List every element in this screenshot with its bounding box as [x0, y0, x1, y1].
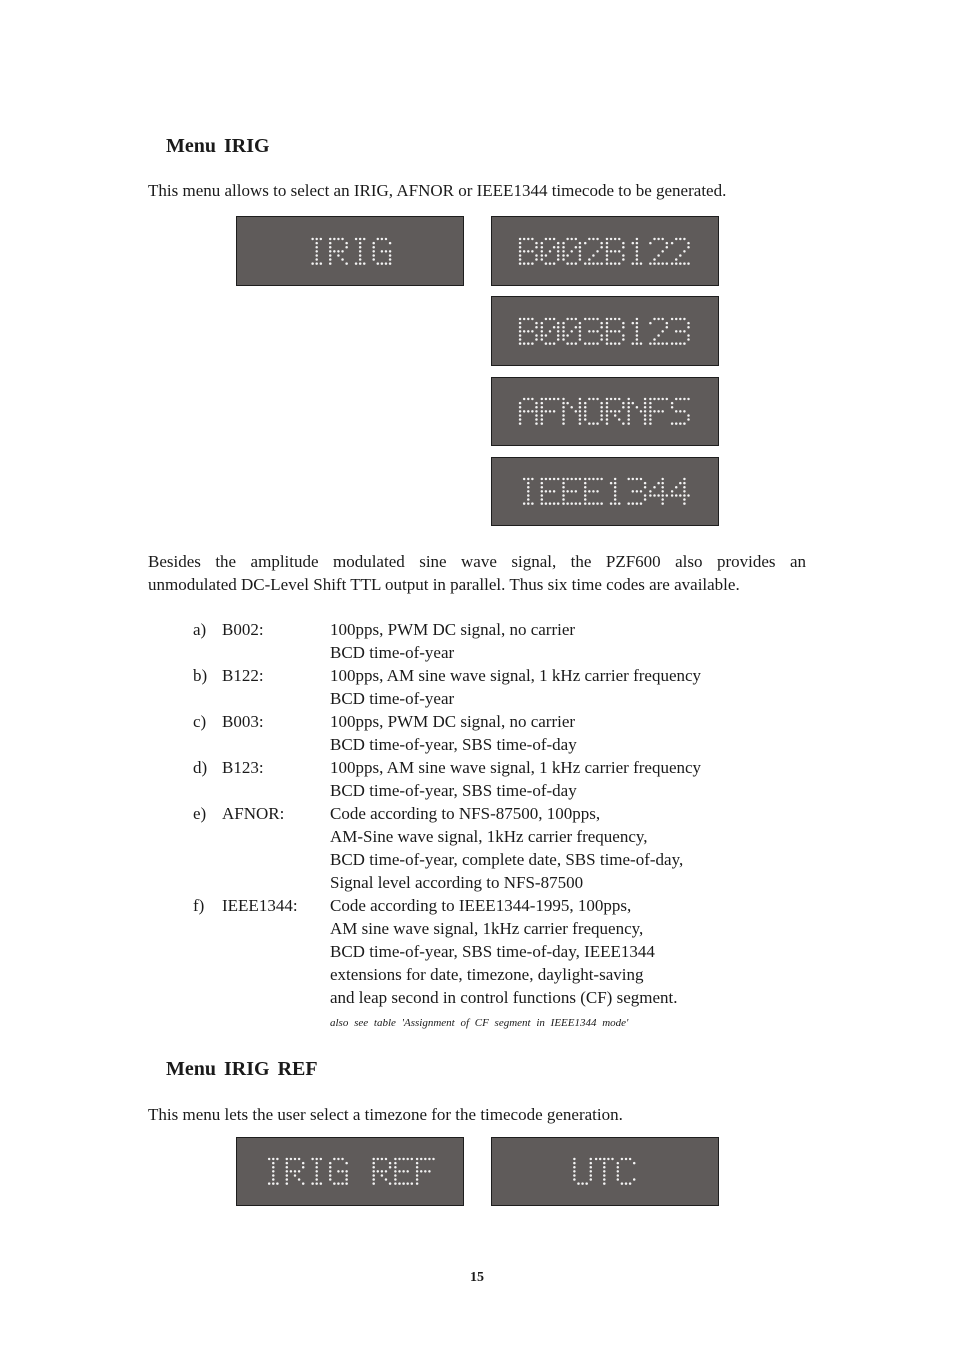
- lcd-glyph-s: [671, 398, 690, 425]
- timecode-letter: d): [193, 758, 208, 777]
- section-heading-irig-ref: Menu IRIG REF: [166, 1058, 318, 1080]
- lcd-glyph-c: [617, 1158, 636, 1185]
- timecode-letter: a): [193, 620, 207, 639]
- lcd-glyph-i: [523, 478, 534, 505]
- timecode-item: [193, 894, 780, 1009]
- timecode-item: [193, 618, 780, 664]
- description-line: BCD time-of-year, SBS time-of-day: [330, 735, 577, 754]
- description-line: BCD time-of-year: [330, 689, 455, 708]
- lcd-glyph-r: [286, 1158, 305, 1185]
- section-heading-irig: Menu IRIG: [166, 135, 270, 157]
- lcd-display-option-4: [491, 457, 719, 526]
- description-line: extensions for date, timezone, daylight-saving: [330, 965, 644, 984]
- lcd-glyph-r: [329, 237, 348, 264]
- lcd-display-option-2: [491, 296, 719, 366]
- lcd-glyph-e: [541, 478, 560, 505]
- timecode-item: [193, 710, 780, 756]
- lcd-glyph-i: [268, 1158, 279, 1185]
- description-line: Code according to IEEE1344-1995, 100pps,: [330, 896, 632, 915]
- lcd-glyph-3: [584, 317, 603, 344]
- lcd-glyph-i: [311, 237, 322, 264]
- timecode-name: B122:: [222, 666, 264, 685]
- lcd-glyph-i: [311, 1158, 322, 1185]
- description-line-1: Besides the amplitude modulated sine wave signal, the PZF600 also provides an: [148, 552, 806, 571]
- lcd-text: [518, 477, 692, 506]
- description-line: BCD time-of-year, complete date, SBS time-of-day,: [330, 850, 684, 869]
- lcd-glyph-1: [632, 237, 643, 264]
- timecode-name: B003:: [222, 712, 264, 731]
- timecode-description: [330, 618, 780, 664]
- lcd-glyph-a: [519, 398, 538, 425]
- description-line: BCD time-of-year, SBS time-of-day, IEEE1344: [330, 942, 655, 961]
- description-line: 100pps, AM sine wave signal, 1 kHz carrier frequency: [330, 666, 702, 685]
- timecode-description: [330, 664, 780, 710]
- lcd-glyph-0: [562, 317, 581, 344]
- lcd-glyph-2: [649, 237, 668, 264]
- lcd-glyph-f: [541, 398, 560, 425]
- lcd-glyph-4: [649, 478, 668, 505]
- lcd-glyph-2: [584, 237, 603, 264]
- lcd-text: [518, 317, 692, 346]
- lcd-display-option-3: [491, 377, 719, 446]
- intro-irig: This menu allows to select an IRIG, AFNOR or IEEE1344 timecode to be generated.: [148, 181, 727, 200]
- lcd-glyph-0: [541, 317, 560, 344]
- lcd-glyph-i: [355, 237, 366, 264]
- timecode-name: B002:: [222, 620, 264, 639]
- timecode-description: [330, 894, 780, 1009]
- description-line: 100pps, AM sine wave signal, 1 kHz carrier frequency: [330, 758, 702, 777]
- description-line-2: unmodulated DC-Level Shift TTL output in parallel. Thus six time codes are available.: [148, 575, 740, 594]
- lcd-text: [263, 237, 437, 266]
- lcd-glyph-b: [519, 237, 538, 264]
- description-line: Signal level according to NFS-87500: [330, 873, 584, 892]
- timecode-list: [193, 618, 780, 1009]
- description-line: AM-Sine wave signal, 1kHz carrier frequency,: [330, 827, 648, 846]
- timecode-letter: f): [193, 896, 205, 915]
- lcd-glyph-r: [606, 398, 625, 425]
- lcd-text: [518, 1157, 692, 1186]
- timecode-name: IEEE1344:: [222, 896, 298, 915]
- lcd-text: [518, 397, 692, 426]
- timecode-letter: c): [193, 712, 207, 731]
- timecode-letter: b): [193, 666, 208, 685]
- lcd-glyph-e: [562, 478, 581, 505]
- description-line: Code according to NFS-87500, 100pps,: [330, 804, 601, 823]
- lcd-glyph-g: [373, 237, 392, 264]
- lcd-glyph-n: [562, 398, 581, 425]
- description-line: and leap second in control functions (CF) segment.: [330, 988, 678, 1007]
- lcd-glyph-1: [610, 478, 621, 505]
- lcd-glyph-3: [671, 317, 690, 344]
- intro-irig-ref: This menu lets the user select a timezone for the timecode generation.: [148, 1105, 623, 1124]
- lcd-glyph-2: [671, 237, 690, 264]
- lcd-glyph-e: [394, 1158, 413, 1185]
- lcd-glyph-b: [606, 237, 625, 264]
- lcd-glyph-1: [632, 317, 643, 344]
- lcd-glyph-0: [541, 237, 560, 264]
- timecode-description: [330, 756, 780, 802]
- page-number: 15: [470, 1270, 484, 1285]
- timecode-name: AFNOR:: [222, 804, 285, 823]
- description-line: 100pps, PWM DC signal, no carrier: [330, 620, 576, 639]
- timecode-letter: e): [193, 804, 207, 823]
- lcd-text: [263, 1157, 437, 1186]
- lcd-glyph-n: [628, 398, 647, 425]
- description-line: 100pps, PWM DC signal, no carrier: [330, 712, 576, 731]
- timecode-description: [330, 802, 780, 894]
- lcd-glyph-o: [584, 398, 603, 425]
- timecode-item: [193, 664, 780, 710]
- timecode-item: [193, 802, 780, 894]
- timecode-name: B123:: [222, 758, 264, 777]
- description-line: BCD time-of-year: [330, 643, 455, 662]
- lcd-glyph-f: [416, 1158, 435, 1185]
- lcd-display-irig-menu: [236, 216, 464, 286]
- lcd-glyph-u: [573, 1158, 592, 1185]
- lcd-text: [518, 237, 692, 266]
- lcd-display-option-1: [491, 216, 719, 286]
- lcd-glyph-b: [606, 317, 625, 344]
- description-line: AM sine wave signal, 1kHz carrier frequency,: [330, 919, 644, 938]
- lcd-glyph-4: [671, 478, 690, 505]
- lcd-display-timezone: [491, 1137, 719, 1206]
- timecode-item: [193, 756, 780, 802]
- timecode-description: [330, 710, 780, 756]
- lcd-glyph-b: [519, 317, 538, 344]
- lcd-glyph-e: [584, 478, 603, 505]
- lcd-glyph-0: [562, 237, 581, 264]
- lcd-glyph-t: [595, 1158, 614, 1185]
- description-line: BCD time-of-year, SBS time-of-day: [330, 781, 577, 800]
- cf-segment-note: also see table 'Assignment of CF segment in IEEE1344 mode': [330, 1017, 629, 1029]
- lcd-glyph-f: [649, 398, 668, 425]
- lcd-display-irig-ref-menu: [236, 1137, 464, 1206]
- lcd-glyph-r: [373, 1158, 392, 1185]
- lcd-glyph-2: [649, 317, 668, 344]
- lcd-glyph-3: [628, 478, 647, 505]
- lcd-glyph-g: [329, 1158, 348, 1185]
